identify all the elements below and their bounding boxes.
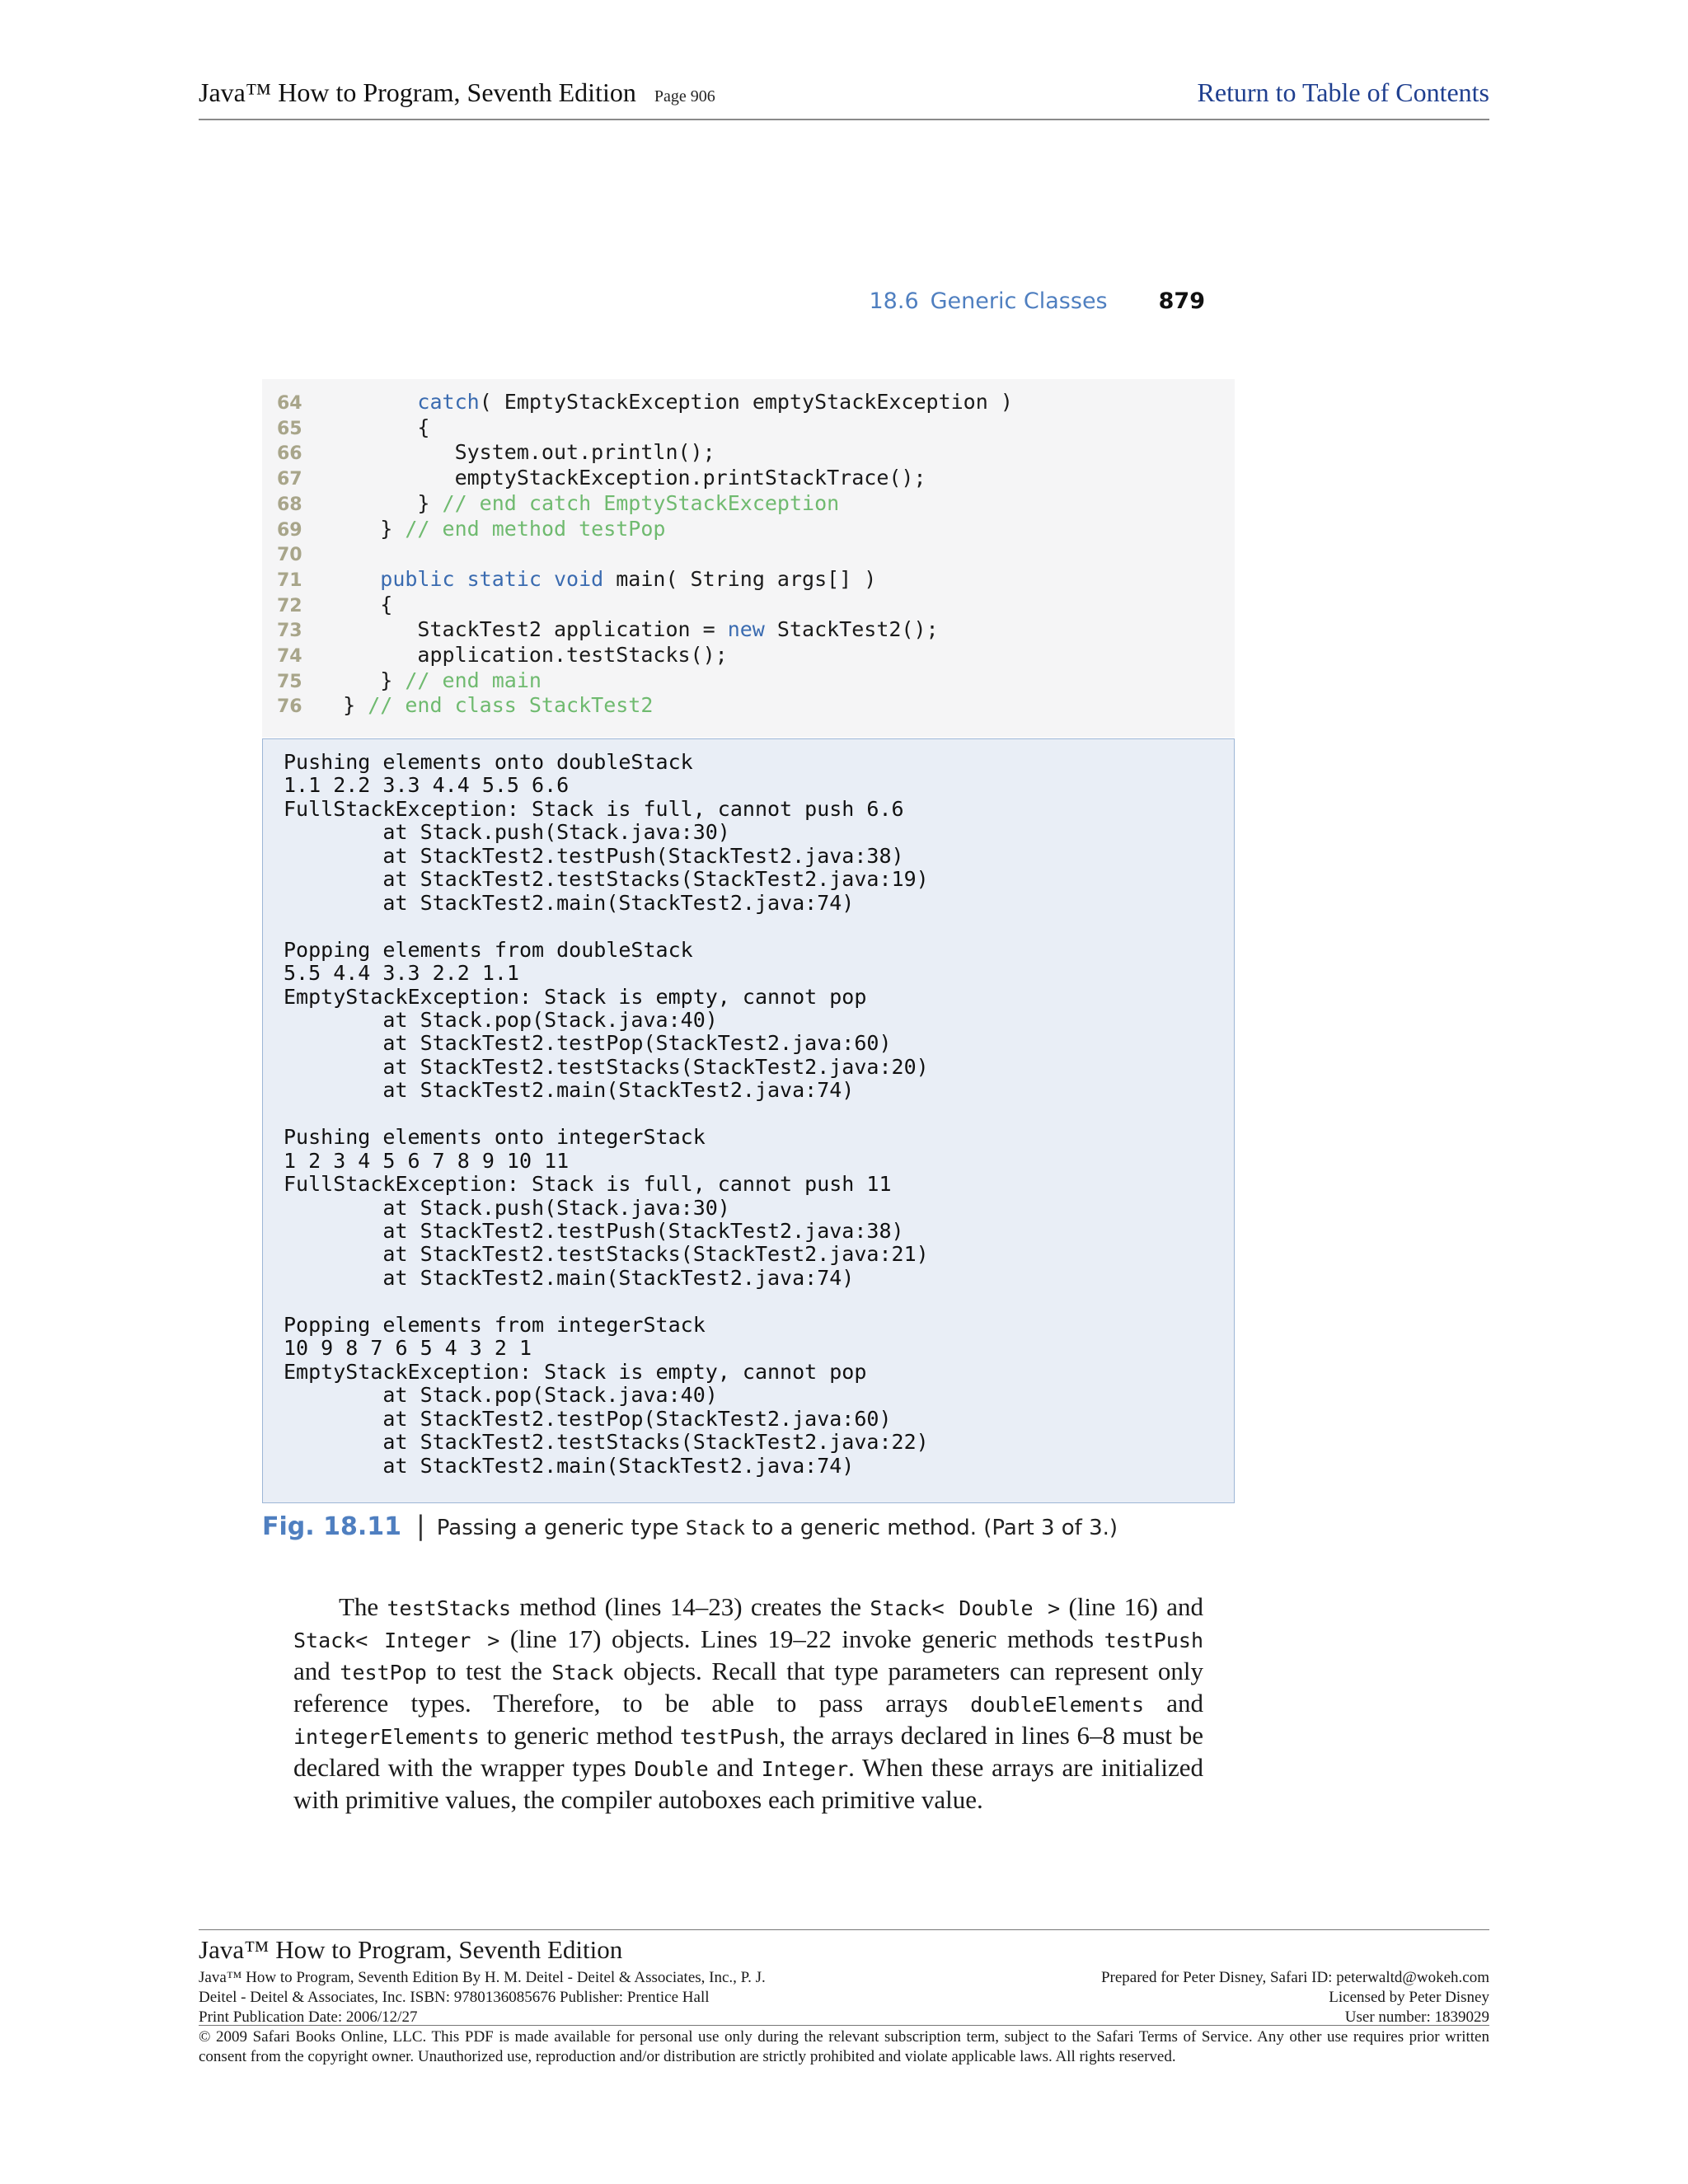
- paragraph-text: , the arrays declared in lines 6–8 must be declared with the wrapper types: [293, 1721, 1203, 1782]
- output-line: 10 9 8 7 6 5 4 3 2 1: [284, 1336, 532, 1361]
- section-title: Generic Classes: [930, 288, 1108, 314]
- footer-license-info: [1101, 1968, 1489, 2027]
- code-text: emptyStackException.printStackTrace();: [343, 466, 926, 490]
- inline-code: Stack< Integer >: [293, 1629, 500, 1652]
- page-header: [199, 76, 1489, 120]
- paragraph-text: and: [1144, 1689, 1204, 1718]
- code-line: [262, 642, 728, 668]
- line-number: 76: [277, 696, 302, 718]
- output-line: at Stack.push(Stack.java:30): [284, 1195, 730, 1220]
- code-text: } // end catch EmptyStackException: [343, 490, 840, 515]
- footer-line: User number: 1839029: [1344, 2008, 1489, 2026]
- inline-code: Integer: [761, 1757, 849, 1781]
- output-line: at StackTest2.testPop(StackTest2.java:60): [284, 1031, 892, 1056]
- code-line: [262, 541, 343, 566]
- code-line: [262, 490, 839, 516]
- footer-line: Prepared for Peter Disney, Safari ID: peterwaltd@wokeh.com: [1100, 1969, 1489, 1986]
- footer-publication-info: [199, 1968, 766, 2027]
- inline-code: testPop: [340, 1661, 427, 1685]
- caption-code: Stack: [685, 1516, 746, 1540]
- code-line: [262, 516, 665, 541]
- code-line: [262, 592, 392, 617]
- code-text: [318, 541, 343, 565]
- output-line: at Stack.push(Stack.java:30): [284, 820, 730, 845]
- output-line: at StackTest2.main(StackTest2.java:74): [284, 890, 855, 915]
- output-line: at Stack.pop(Stack.java:40): [284, 1007, 718, 1032]
- paragraph-text: and: [708, 1753, 762, 1782]
- code-line: [262, 439, 715, 465]
- output-line: at StackTest2.testPush(StackTest2.java:38): [284, 1219, 904, 1243]
- inline-code: testPush: [1104, 1629, 1204, 1652]
- paragraph-text: . When these arrays are initialized with primitive values, the compiler autoboxes each primitive value.: [293, 1753, 1203, 1814]
- caption-text: Passing a generic type Stack to a generic method. (Part 3 of 3.): [436, 1516, 1118, 1540]
- code-text: {: [343, 592, 393, 616]
- footer-line: Java™ How to Program, Seventh Edition By H. M. Deitel - Deitel & Associates, Inc., P. J.: [199, 1969, 766, 1986]
- output-line: EmptyStackException: Stack is empty, cannot pop: [284, 1359, 867, 1384]
- line-number: 74: [277, 646, 302, 667]
- code-text: } // end method testPop: [343, 516, 666, 541]
- page-number: 879: [1158, 288, 1205, 314]
- output-line: EmptyStackException: Stack is empty, cannot pop: [284, 984, 867, 1009]
- code-text: } // end main: [343, 668, 542, 692]
- inline-code: Stack: [551, 1661, 614, 1685]
- footer-line: Licensed by Peter Disney: [1329, 1989, 1489, 2006]
- code-text: public static void main( String args[] ): [380, 566, 877, 591]
- output-line: Popping elements from integerStack: [284, 1312, 706, 1337]
- output-line: at StackTest2.testStacks(StackTest2.java:19): [284, 867, 929, 892]
- code-text: application.testStacks();: [343, 643, 728, 667]
- paragraph-text: The: [339, 1592, 387, 1621]
- footer-top-rule: [199, 1929, 1489, 1930]
- output-line: at StackTest2.testPop(StackTest2.java:60): [284, 1406, 892, 1431]
- footer-line: Deitel - Deitel & Associates, Inc. ISBN: 9780136085676 Publisher: Prentice Hall: [199, 1989, 710, 2006]
- caption-separator: |: [415, 1510, 425, 1541]
- line-number: 65: [277, 418, 302, 439]
- code-text: StackTest2 application = new StackTest2();: [343, 617, 939, 642]
- code-line: [262, 668, 542, 693]
- program-output: [262, 738, 1235, 1503]
- copyright-notice: © 2009 Safari Books Online, LLC. This PDF is made available for personal use only during the relevant subscription term, subject to the Safari Terms of Service. Any other use requires prior written consent from the copyright owner. Unauthorized use, reproduction and/or distribution are strictly prohibited and violate applicable laws. All rights reserved.: [199, 2028, 1489, 2065]
- output-line: at StackTest2.main(StackTest2.java:74): [284, 1265, 855, 1290]
- code-text: System.out.println();: [343, 440, 715, 465]
- paragraph-text: to test the: [426, 1657, 552, 1685]
- code-line: [262, 616, 939, 642]
- output-line: at StackTest2.testStacks(StackTest2.java:21): [284, 1242, 929, 1267]
- output-line: 1.1 2.2 3.3 4.4 5.5 6.6: [284, 773, 570, 798]
- return-to-toc-link[interactable]: Return to Table of Contents: [1197, 77, 1489, 107]
- output-line: at StackTest2.main(StackTest2.java:74): [284, 1453, 855, 1478]
- output-line: FullStackException: Stack is full, cannot push 11: [284, 1172, 892, 1197]
- figure-caption: [262, 1510, 1118, 1541]
- code-line: [262, 389, 1013, 415]
- inline-code: Double: [634, 1757, 709, 1781]
- inline-code: doubleElements: [970, 1693, 1144, 1717]
- code-line: [262, 465, 926, 490]
- footer-book-title: Java™ How to Program, Seventh Edition: [199, 1935, 623, 1964]
- running-head: [0, 288, 1205, 314]
- code-line: [262, 566, 876, 592]
- output-line: at StackTest2.testPush(StackTest2.java:38): [284, 843, 904, 868]
- inline-code: integerElements: [293, 1725, 480, 1749]
- code-line: [262, 415, 429, 440]
- output-line: Popping elements from doubleStack: [284, 937, 693, 962]
- code-line: [262, 692, 653, 718]
- output-line: 5.5 4.4 3.3 2.2 1.1: [284, 961, 519, 986]
- line-number: 67: [277, 469, 302, 490]
- output-line: at StackTest2.testStacks(StackTest2.java:20): [284, 1054, 929, 1079]
- paragraph-text: (line 17) objects. Lines 19–22 invoke generic methods: [499, 1624, 1104, 1653]
- output-line: Pushing elements onto doubleStack: [284, 750, 693, 774]
- output-line: 1 2 3 4 5 6 7 8 9 10 11: [284, 1148, 570, 1173]
- footer-bottom-rule: [199, 2025, 1489, 2026]
- line-number: 66: [277, 443, 302, 465]
- paragraph-text: and: [293, 1657, 340, 1685]
- code-text: } // end class StackTest2: [343, 693, 654, 718]
- inline-code: testPush: [679, 1725, 780, 1749]
- line-number: 64: [277, 393, 302, 414]
- output-line: FullStackException: Stack is full, cannot push 6.6: [284, 796, 904, 821]
- line-number: 72: [277, 595, 302, 616]
- inline-code: Stack< Double >: [870, 1596, 1061, 1620]
- page-reference: Page 906: [654, 87, 715, 105]
- code-text: catch( EmptyStackException emptyStackException ): [417, 390, 1013, 414]
- output-line: Pushing elements onto integerStack: [284, 1125, 706, 1150]
- line-number: 75: [277, 671, 302, 692]
- figure-number: Fig. 18.11: [262, 1512, 401, 1541]
- code-listing: [262, 379, 1235, 738]
- line-number: 73: [277, 621, 302, 642]
- line-number: 69: [277, 519, 302, 541]
- code-text: {: [343, 415, 430, 439]
- paragraph-text: (line 16) and: [1060, 1592, 1204, 1621]
- output-line: at Stack.pop(Stack.java:40): [284, 1383, 718, 1408]
- line-number: 68: [277, 494, 302, 515]
- paragraph-text: objects. Recall that type parameters can represent only reference types. Therefore, to be able to pass arrays: [293, 1657, 1203, 1718]
- paragraph-text: to generic method: [479, 1721, 680, 1750]
- output-line: at StackTest2.testStacks(StackTest2.java:22): [284, 1430, 929, 1455]
- paragraph-text: method (lines 14–23) creates the: [511, 1592, 870, 1621]
- section-number: 18.6: [869, 288, 919, 314]
- book-title: Java™ How to Program, Seventh Edition Page 906: [199, 77, 715, 107]
- inline-code: testStacks: [387, 1596, 512, 1620]
- line-number: 70: [277, 545, 302, 566]
- line-number: 71: [277, 569, 302, 591]
- footer-line: Print Publication Date: 2006/12/27: [199, 2008, 418, 2026]
- body-paragraph: [293, 1591, 1203, 1815]
- output-line: at StackTest2.main(StackTest2.java:74): [284, 1078, 855, 1103]
